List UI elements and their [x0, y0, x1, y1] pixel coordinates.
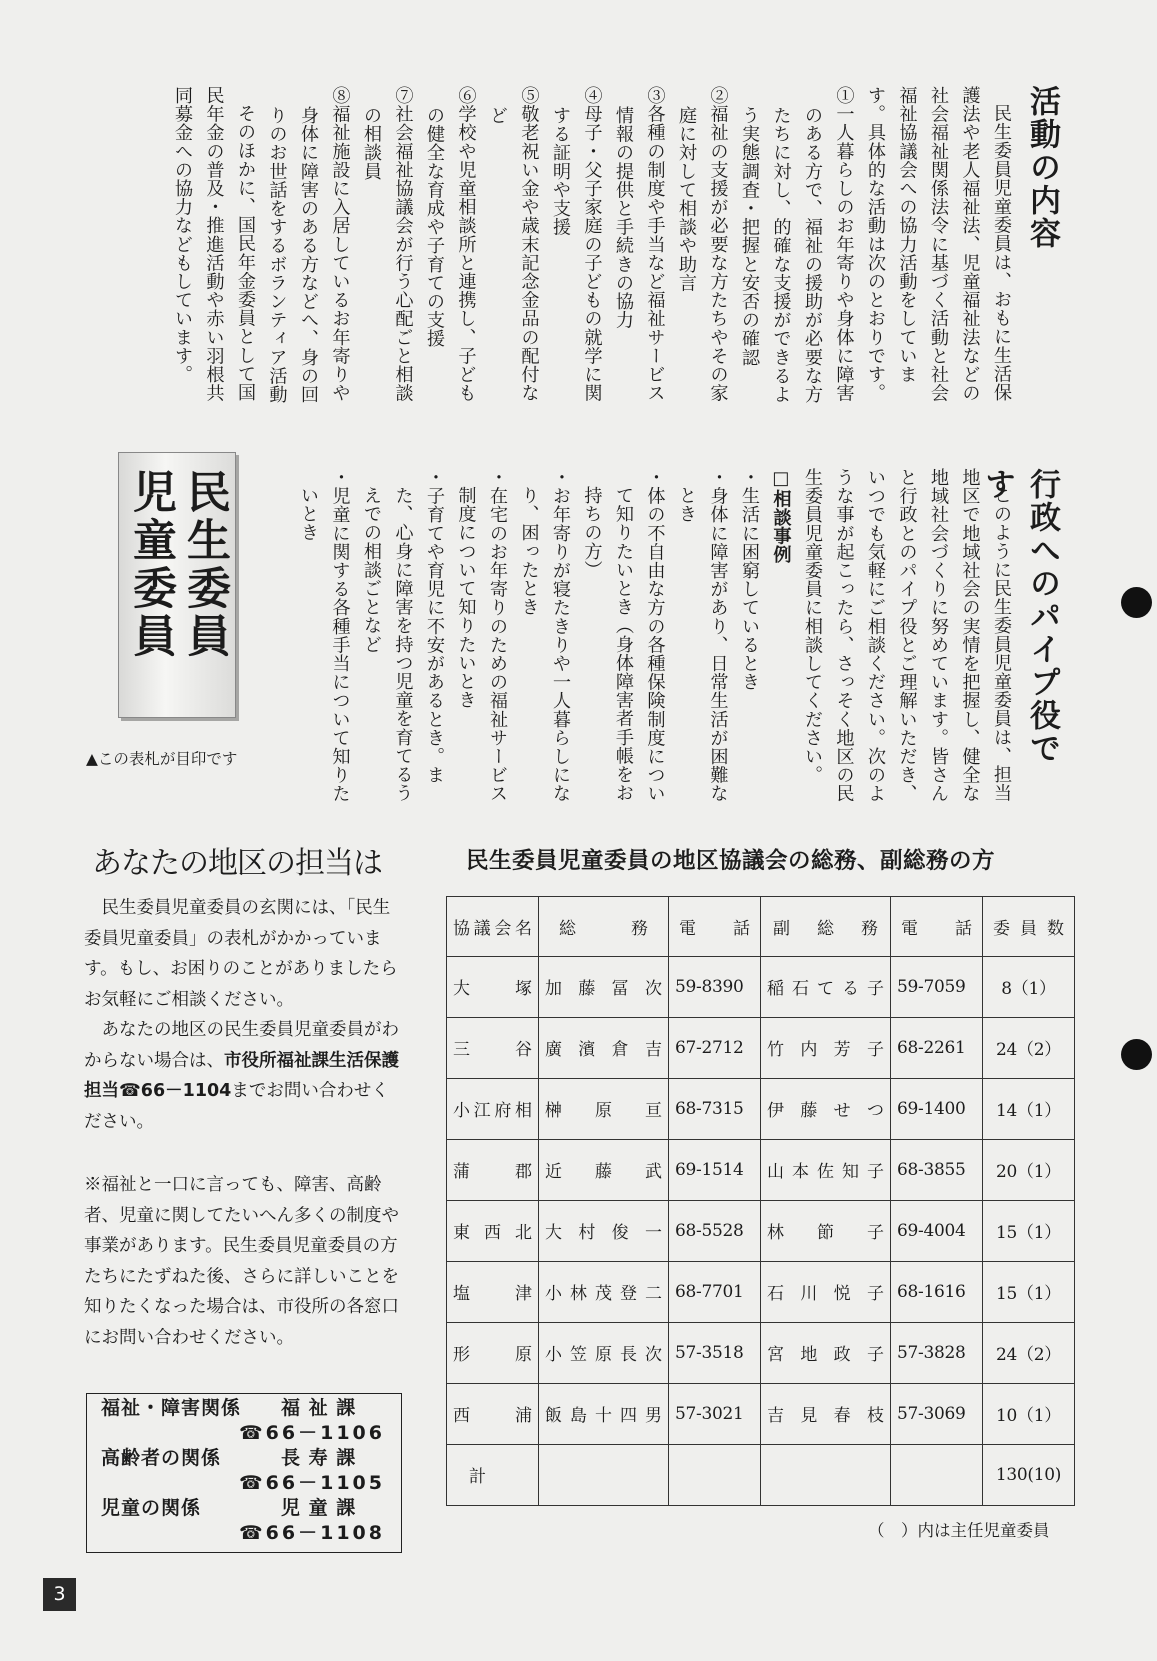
table-row [447, 1139, 1075, 1200]
table-cell: 蒲郡 [447, 1139, 539, 1200]
table-cell: 小江府相 [447, 1078, 539, 1139]
contact-label: 高齢者の関係 [101, 1447, 222, 1469]
table-cell: 小笠原長次 [539, 1322, 669, 1383]
table-cell: 塩津 [447, 1261, 539, 1322]
activity-item: ②福祉の支援が必要な方たちやその家庭に対して相談や助言 [676, 86, 729, 403]
table-row [447, 1261, 1075, 1322]
table-cell: 15（1） [983, 1261, 1075, 1322]
table-cell: 57-3518 [669, 1322, 761, 1383]
binding-hole [1121, 587, 1152, 618]
table-cell: 飯島十四男 [539, 1383, 669, 1444]
nameplate-jido: 児童委員 [125, 469, 176, 661]
activity-item: ⑧福祉施設に入居しているお年寄りや身体に障害のある方などへ、身の回りのお世話をするボランティア活動 [266, 86, 351, 404]
column-header: 電話 [669, 897, 761, 957]
contact-row [101, 1446, 387, 1471]
activity-item: ①一人暮らしのお年寄りや身体に障害のある方で、福祉の援助が必要な方たちに対し、的確な支援ができるよう実態調査・把握と安否の確認 [739, 86, 855, 404]
table-cell: 10（1） [983, 1383, 1075, 1444]
table-total-row [447, 1444, 1075, 1505]
table-cell: 68-7701 [669, 1261, 761, 1322]
table-row [447, 1078, 1075, 1139]
district-heading: あなたの地区の担当は [92, 846, 382, 881]
consultation-case: ・子育てや育児に不安があるとき。また、心身に障害を持つ児童を育てるうえでの相談ごとなど [361, 468, 445, 803]
table-row [447, 1383, 1075, 1444]
table-header-row [447, 897, 1075, 957]
consultation-cases-title: □相談事例 [770, 468, 792, 564]
table-cell: 近藤武 [539, 1139, 669, 1200]
contact-phone: ☎66－1106 [239, 1422, 385, 1444]
activities-heading: 活動の内容 [1024, 85, 1060, 250]
total-value: 130(10) [983, 1444, 1075, 1505]
consultation-case: ・生活に困窮しているとき [739, 468, 760, 692]
table-cell: 大村俊一 [539, 1200, 669, 1261]
table-note: （ ）内は主任児童委員 [868, 1521, 1050, 1540]
contact-box [86, 1393, 402, 1553]
column-header: 総務 [539, 897, 669, 957]
district-text [84, 893, 404, 1137]
activity-item: ⑤敬老祝い金や歳末記念金品の配付など [487, 86, 540, 403]
table-cell: 69-1514 [669, 1139, 761, 1200]
table-cell: 8（1） [983, 956, 1075, 1017]
total-label: 計 [447, 1444, 539, 1505]
table-cell: 西浦 [447, 1383, 539, 1444]
consultation-case: ・身体に障害があり、日常生活が困難なとき [676, 468, 729, 803]
table-cell: 東西北 [447, 1200, 539, 1261]
district-paragraph-part: までお問い合わせください。 [84, 1081, 389, 1132]
contact-dept: 長 寿 課 [281, 1447, 357, 1469]
table-cell [669, 1444, 761, 1505]
table-cell: 林節子 [761, 1200, 891, 1261]
contact-phone: ☎66－1108 [239, 1522, 385, 1544]
council-table [446, 896, 1075, 1506]
table-row [447, 956, 1075, 1017]
column-header: 委員数 [983, 897, 1075, 957]
table-cell [539, 1444, 669, 1505]
consultation-case: ・児童に関する各種手当について知りたいとき [298, 468, 351, 803]
district-paragraph: 民生委員児童委員の玄関には、「民生委員児童委員」の表札がかかっています。もし、お困りのことがありましたらお気軽にご相談ください。 [84, 898, 398, 1010]
column-header: 副総務 [761, 897, 891, 957]
activities-closing: そのほかに、国民年金委員として国民年金の普及・推進活動や赤い羽根共同募金への協力などもしています。 [172, 86, 256, 403]
contact-dept: 児 童 課 [281, 1497, 357, 1519]
district-paragraph-part: あなたの地区の民生委員児童委員がわからない場合は、 [84, 1020, 399, 1071]
activity-item: ④母子・父子家庭の子どもの就学に関する証明や支援 [550, 86, 603, 403]
binding-hole [1121, 1039, 1152, 1070]
contact-label: 福祉・障害関係 [101, 1397, 242, 1419]
nameplate-caption: ▲この表札が目印です [86, 750, 238, 768]
table-row [447, 1322, 1075, 1383]
pipe-body [293, 468, 1018, 803]
table-cell: 廣濱倉吉 [539, 1017, 669, 1078]
consultation-case: ・在宅のお年寄りのための福祉サービス制度について知りたいとき [455, 468, 508, 803]
table-cell: 加藤冨次 [539, 956, 669, 1017]
table-cell [761, 1444, 891, 1505]
table-cell: 宮地政子 [761, 1322, 891, 1383]
nameplate-minsei: 民生委員 [179, 469, 230, 661]
activity-item: ⑥学校や児童相談所と連携し、子どもの健全な育成や子育ての支援 [424, 86, 477, 403]
district-note: ※福祉と一口に言っても、障害、高齢者、児童に関してたいへん多くの制度や事業があります。民生委員児童委員の方たちにたずねた後、さらに詳しいことを知りたくなった場合は、市役所の各窓口にお問い合わせください。 [84, 1175, 399, 1348]
table-cell: 竹内芳子 [761, 1017, 891, 1078]
table-row [447, 1017, 1075, 1078]
table-cell: 吉見春枝 [761, 1383, 891, 1444]
table-cell: 68-5528 [669, 1200, 761, 1261]
council-table-title: 民生委員児童委員の地区協議会の総務、副総務の方 [466, 848, 996, 874]
table-cell: 稲石てる子 [761, 956, 891, 1017]
pipe-intro: このように民生委員児童委員は、担当地区で地域社会の実情を把握し、健全な地域社会づくりに努めています。皆さんと行政とのパイプ役とご理解いただき、いつでも気軽にご相談ください。次のような事が起こったら、さっそく地区の民生委員児童委員に相談してください。 [802, 468, 1012, 803]
table-cell: 68-7315 [669, 1078, 761, 1139]
consultation-case: ・体の不自由な方の各種保険制度について知りたいとき（身体障害者手帳をお持ちの方） [581, 468, 666, 803]
table-cell: 67-2712 [669, 1017, 761, 1078]
table-cell: 小林茂登二 [539, 1261, 669, 1322]
table-cell: 57-3828 [891, 1322, 983, 1383]
activity-item: ⑦社会福祉協議会が行う心配ごと相談の相談員 [361, 86, 414, 403]
table-cell: 57-3021 [669, 1383, 761, 1444]
column-header: 協議会名 [447, 897, 539, 957]
table-cell: 24（2） [983, 1017, 1075, 1078]
table-row [447, 1200, 1075, 1261]
table-cell: 榊原亘 [539, 1078, 669, 1139]
table-cell: 山本佐知子 [761, 1139, 891, 1200]
table-cell: 68-3855 [891, 1139, 983, 1200]
table-cell: 69-1400 [891, 1078, 983, 1139]
column-header: 電話 [891, 897, 983, 957]
table-cell: 石川悦子 [761, 1261, 891, 1322]
table-cell: 59-8390 [669, 956, 761, 1017]
district-paragraph [84, 1015, 404, 1137]
activities-body [167, 86, 1018, 418]
welfare-office-contact: 市役所福祉課生活保護担当☎66－1104 [84, 1050, 399, 1101]
pipe-heading: 行政へのパイプ役です [979, 468, 1060, 765]
nameplate-image [118, 452, 236, 718]
table-cell: 20（1） [983, 1139, 1075, 1200]
contact-row [101, 1396, 387, 1421]
contact-phone: ☎66－1105 [239, 1472, 385, 1494]
page-number: 3 [43, 1578, 76, 1611]
table-cell: 15（1） [983, 1200, 1075, 1261]
contact-row [101, 1496, 387, 1521]
contact-label: 児童の関係 [101, 1497, 202, 1519]
table-cell: 伊藤せつ [761, 1078, 891, 1139]
table-cell: 三谷 [447, 1017, 539, 1078]
table-cell: 59-7059 [891, 956, 983, 1017]
table-cell: 68-1616 [891, 1261, 983, 1322]
contact-dept: 福 祉 課 [281, 1397, 357, 1419]
table-cell: 大塚 [447, 956, 539, 1017]
table-cell: 68-2261 [891, 1017, 983, 1078]
table-cell [891, 1444, 983, 1505]
activity-item: ③各種の制度や手当など福祉サービス情報の提供と手続きの協力 [613, 86, 666, 403]
table-cell: 24（2） [983, 1322, 1075, 1383]
activities-intro: 民生委員児童委員は、おもに生活保護法や老人福祉法、児童福祉法などの社会福祉関係法令に基づく活動と社会福祉協議会への協力活動をしています。具体的な活動は次のとおりです。 [865, 86, 1012, 403]
consultation-case: ・お年寄りが寝たきりや一人暮らしになり、困ったとき [518, 468, 571, 803]
table-cell: 69-4004 [891, 1200, 983, 1261]
table-cell: 形原 [447, 1322, 539, 1383]
table-cell: 57-3069 [891, 1383, 983, 1444]
table-cell: 14（1） [983, 1078, 1075, 1139]
